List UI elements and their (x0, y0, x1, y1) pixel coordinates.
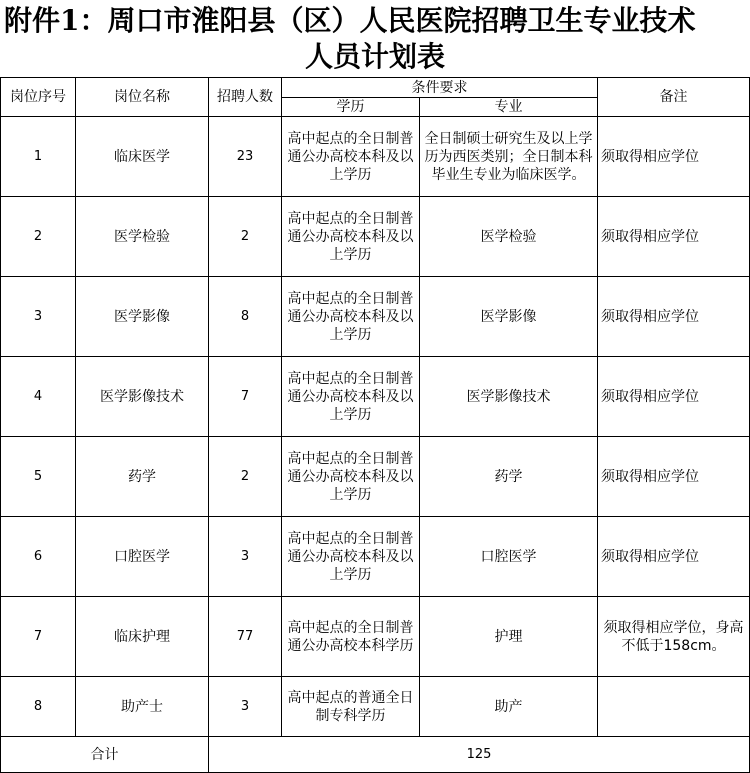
note-cell: 须取得相应学位 (598, 277, 750, 357)
education-cell: 高中起点的全日制普通公办高校本科及以上学历 (282, 517, 420, 597)
header-note: 备注 (598, 78, 750, 117)
total-label: 合计 (1, 737, 209, 773)
header-count: 招聘人数 (209, 78, 282, 117)
name-cell: 医学影像技术 (76, 357, 209, 437)
title-line-2: 人员计划表 (304, 40, 445, 73)
major-cell: 药学 (420, 437, 598, 517)
seq-cell: 3 (1, 277, 76, 357)
header-education: 学历 (282, 98, 420, 117)
name-cell: 药学 (76, 437, 209, 517)
recruitment-plan-table (0, 77, 750, 773)
table-row (1, 277, 750, 357)
major-cell: 口腔医学 (420, 517, 598, 597)
education-cell: 高中起点的全日制普通公办高校本科及以上学历 (282, 357, 420, 437)
document-title (0, 0, 750, 77)
header-conditions: 条件要求 (282, 78, 598, 98)
count-cell: 23 (209, 117, 282, 197)
seq-cell: 7 (1, 597, 76, 677)
major-cell: 医学影像技术 (420, 357, 598, 437)
count-cell: 3 (209, 517, 282, 597)
table-row (1, 197, 750, 277)
table-row (1, 597, 750, 677)
seq-cell: 1 (1, 117, 76, 197)
education-cell: 高中起点的全日制普通公办高校本科及以上学历 (282, 437, 420, 517)
table-row (1, 437, 750, 517)
total-row (1, 737, 750, 773)
name-cell: 医学影像 (76, 277, 209, 357)
count-cell: 7 (209, 357, 282, 437)
name-cell: 医学检验 (76, 197, 209, 277)
name-cell: 临床医学 (76, 117, 209, 197)
education-cell: 高中起点的全日制普通公办高校本科及以上学历 (282, 277, 420, 357)
name-cell: 临床护理 (76, 597, 209, 677)
note-cell: 须取得相应学位，身高不低于158cm。 (598, 597, 750, 677)
header-major: 专业 (420, 98, 598, 117)
education-cell: 高中起点的全日制普通公办高校本科及以上学历 (282, 117, 420, 197)
seq-cell: 2 (1, 197, 76, 277)
major-cell: 护理 (420, 597, 598, 677)
major-cell: 医学检验 (420, 197, 598, 277)
seq-cell: 4 (1, 357, 76, 437)
note-cell: 须取得相应学位 (598, 117, 750, 197)
table-row (1, 357, 750, 437)
note-cell: 须取得相应学位 (598, 437, 750, 517)
count-cell: 2 (209, 437, 282, 517)
note-cell: 须取得相应学位 (598, 517, 750, 597)
total-value: 125 (209, 737, 750, 773)
major-cell: 医学影像 (420, 277, 598, 357)
count-cell: 3 (209, 677, 282, 737)
table-row (1, 117, 750, 197)
header-name: 岗位名称 (76, 78, 209, 117)
note-cell: 须取得相应学位 (598, 357, 750, 437)
table-row (1, 517, 750, 597)
name-cell: 助产士 (76, 677, 209, 737)
count-cell: 2 (209, 197, 282, 277)
major-cell: 助产 (420, 677, 598, 737)
count-cell: 77 (209, 597, 282, 677)
education-cell: 高中起点的全日制普通公办高校本科学历 (282, 597, 420, 677)
major-cell: 全日制硕士研究生及以上学历为西医类别；全日制本科毕业生专业为临床医学。 (420, 117, 598, 197)
note-cell: 须取得相应学位 (598, 197, 750, 277)
name-cell: 口腔医学 (76, 517, 209, 597)
table-row (1, 677, 750, 737)
seq-cell: 5 (1, 437, 76, 517)
seq-cell: 6 (1, 517, 76, 597)
note-cell (598, 677, 750, 737)
seq-cell: 8 (1, 677, 76, 737)
title-line-1: 附件1：周口市淮阳县（区）人民医院招聘卫生专业技术 (4, 4, 696, 37)
education-cell: 高中起点的全日制普通公办高校本科及以上学历 (282, 197, 420, 277)
header-seq: 岗位序号 (1, 78, 76, 117)
count-cell: 8 (209, 277, 282, 357)
education-cell: 高中起点的普通全日制专科学历 (282, 677, 420, 737)
